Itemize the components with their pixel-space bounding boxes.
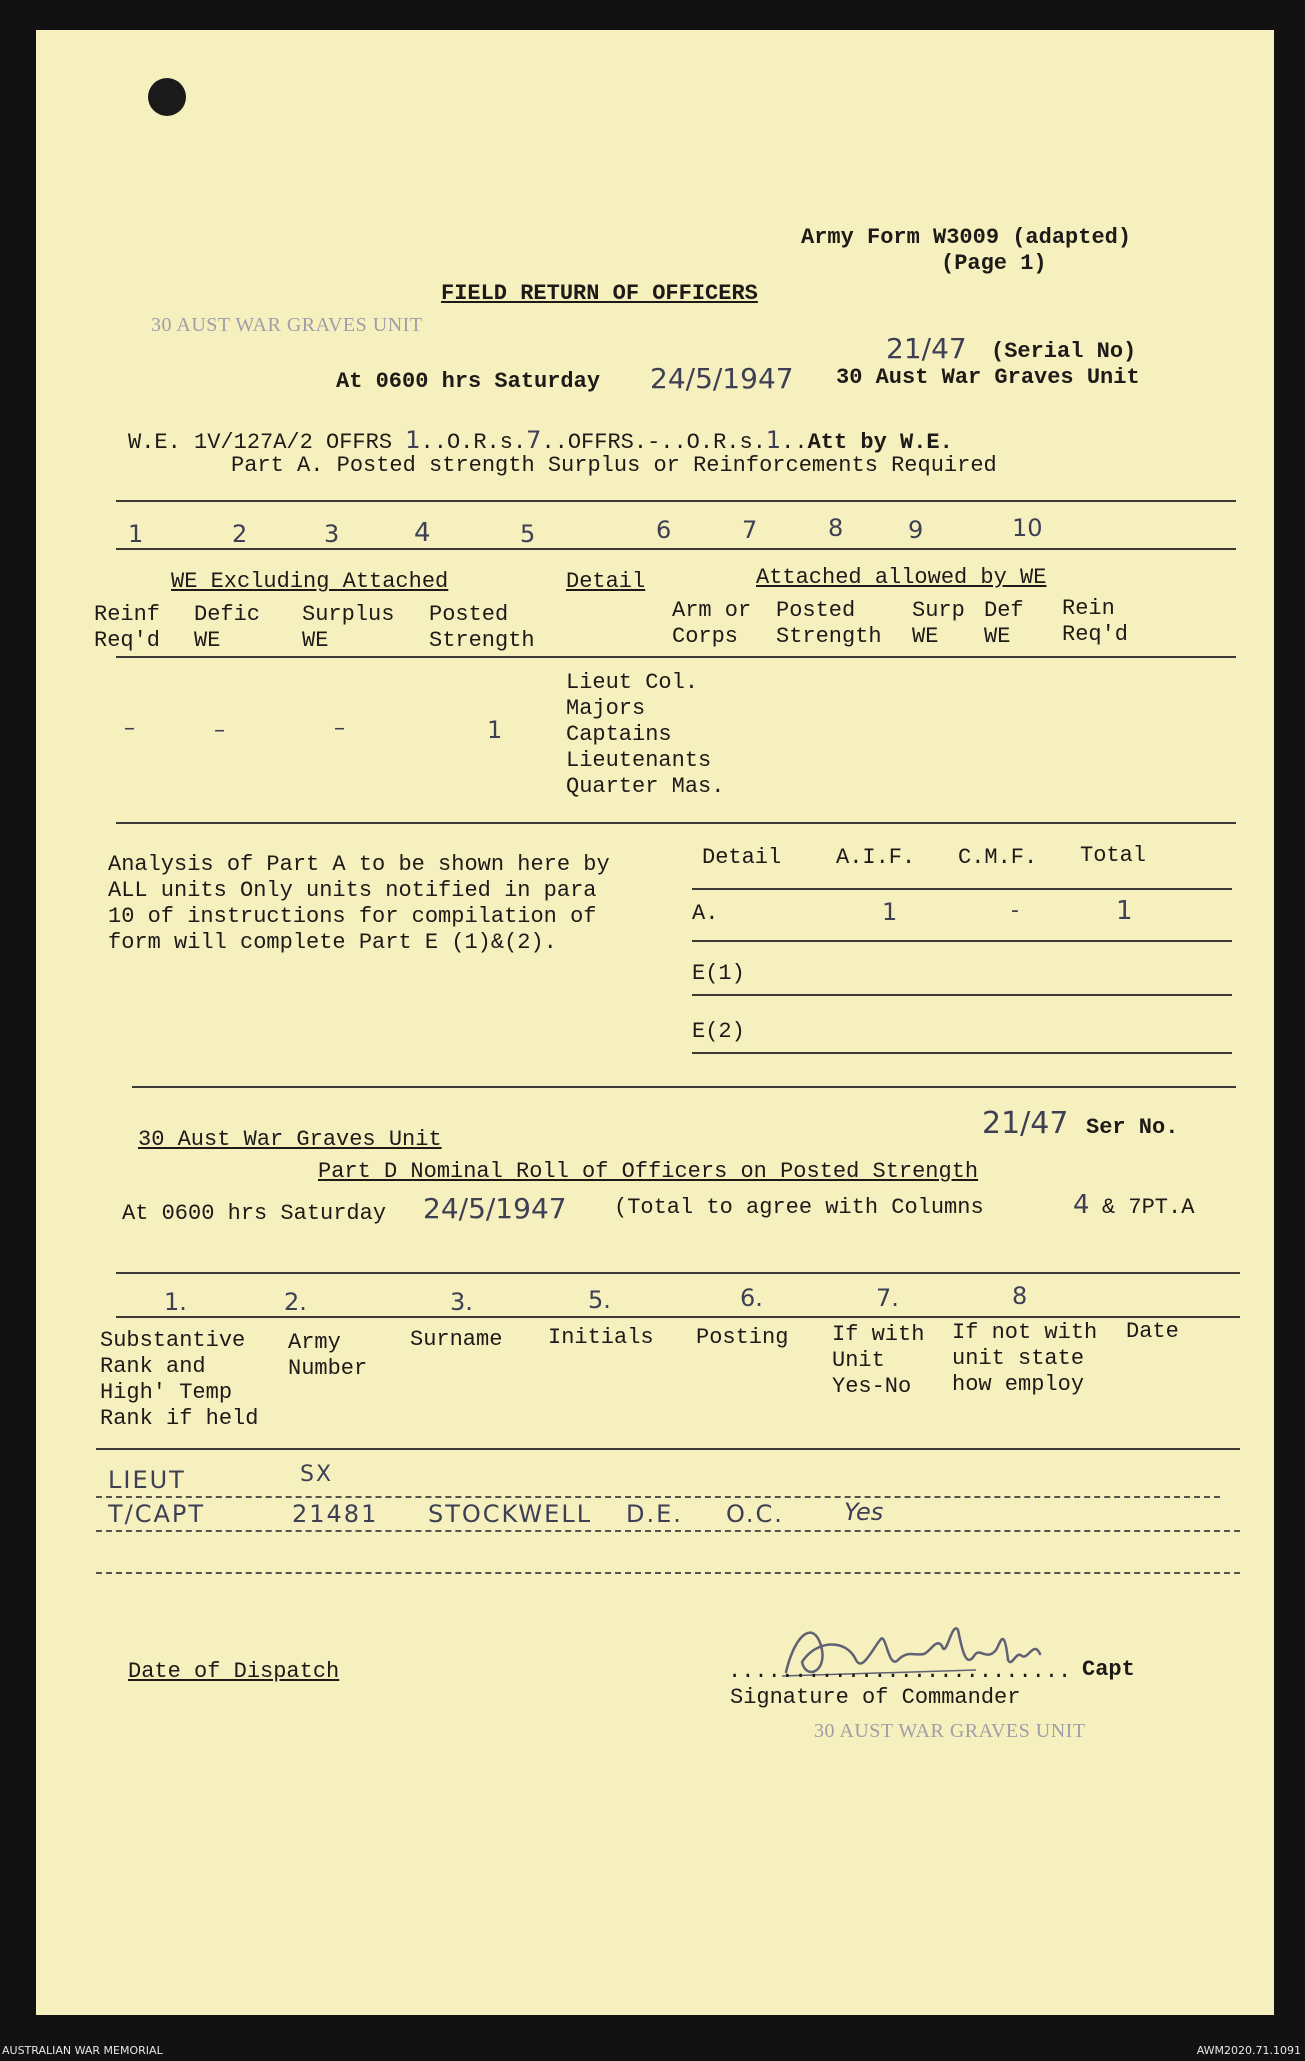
entry-with-unit: Yes: [844, 1498, 884, 1526]
part-a-mark-2: –: [214, 718, 225, 743]
pd-col-3: 3.: [450, 1288, 473, 1316]
serial-label: (Serial No): [991, 339, 1137, 364]
pd-col-7: 7.: [876, 1284, 899, 1312]
divider: [116, 500, 1236, 502]
we-ors2-label: O.R.s: [686, 430, 753, 455]
divider: [692, 994, 1232, 996]
pd-col-6: 6.: [740, 1284, 763, 1312]
pd-header-with-unit: If with Unit Yes-No: [832, 1322, 925, 1399]
pd-col-8: 8: [1012, 1282, 1028, 1310]
analysis-header-cmf: C.M.F.: [958, 845, 1038, 870]
analysis-row-e1: E(1): [692, 961, 745, 986]
header-surp: Surp WE: [912, 598, 965, 649]
entry-line: [96, 1496, 1220, 1498]
analysis-row-e2: E(2): [692, 1019, 745, 1044]
unit-stamp: 30 AUST WAR GRAVES UNIT: [151, 314, 423, 336]
we-offrs2-label: OFFRS: [567, 430, 634, 455]
rank-lieutenants: Lieutenants: [566, 748, 712, 773]
divider: [116, 656, 1236, 658]
pd-header-date: Date: [1126, 1319, 1179, 1344]
divider: [132, 1086, 1236, 1088]
group-we-excluding: WE Excluding Attached: [171, 569, 449, 594]
col-num-8: 8: [828, 514, 844, 542]
analysis-row-a: A.: [692, 901, 719, 926]
analysis-instructions: Analysis of Part A to be shown here by ALL units Only units notified in para 10 of instructions for compilation of form will complete Part E (1)&(2).: [108, 852, 610, 955]
form-paper: [36, 30, 1274, 2015]
divider: [692, 888, 1232, 890]
analysis-a-total: 1: [1116, 896, 1133, 926]
divider: [116, 822, 1236, 824]
header-def: Def WE: [984, 598, 1024, 649]
col-num-6: 6: [656, 516, 672, 544]
col-num-10: 10: [1012, 514, 1043, 542]
page-reference: (Page 1): [941, 251, 1047, 276]
part-a-mark-1: –: [124, 716, 135, 741]
analysis-header-detail: Detail: [702, 845, 782, 870]
signature-label: Signature of Commander: [730, 1685, 1021, 1710]
pd-header-substantive: Substantive Rank and High' Temp Rank if held: [100, 1328, 259, 1431]
part-d-agree: (Total to agree with Columns: [614, 1195, 984, 1220]
pd-col-1: 1.: [164, 1288, 187, 1316]
at-time-line: At 0600 hrs Saturday: [336, 369, 601, 394]
date-of-dispatch: Date of Dispatch: [128, 1659, 340, 1684]
pd-header-initials: Initials: [548, 1325, 654, 1350]
entry-line: [96, 1572, 1240, 1574]
part-a-mark-4: 1: [487, 716, 503, 744]
analysis-a-cmf: -: [1011, 898, 1019, 923]
we-ors-label: O.R.s: [446, 430, 513, 455]
header-arm: Arm or Corps: [672, 598, 752, 649]
analysis-header-total: Total: [1080, 843, 1147, 868]
form-reference: Army Form W3009 (adapted): [801, 225, 1132, 250]
header-reinf: Reinf Req'd: [94, 602, 161, 653]
rank-quarter-mas: Quarter Mas.: [566, 774, 725, 799]
footer-left: AUSTRALIAN WAR MEMORIAL: [2, 2044, 163, 2057]
pd-header-posting: Posting: [696, 1325, 789, 1350]
entry-rank-1: LIEUT: [108, 1466, 186, 1494]
part-a-title: Part A. Posted strength Surplus or Reinforcements Required: [231, 453, 997, 478]
entry-army-number: 21481: [292, 1500, 379, 1528]
group-detail: Detail: [566, 569, 646, 594]
divider: [116, 548, 1236, 550]
rank-majors: Majors: [566, 696, 646, 721]
signature-stamp: 30 AUST WAR GRAVES UNIT: [814, 1720, 1086, 1742]
pd-header-surname: Surname: [410, 1327, 503, 1352]
we-offrs2: -: [647, 430, 661, 455]
analysis-a-aif: 1: [882, 898, 898, 926]
divider: [692, 940, 1232, 942]
part-d-ser-label: Ser No.: [1086, 1115, 1179, 1140]
divider: [116, 1272, 1240, 1274]
col-num-7: 7: [742, 516, 758, 544]
col-num-5: 5: [520, 520, 536, 548]
punch-hole: [148, 78, 186, 116]
entry-army-prefix: SX: [300, 1462, 334, 1487]
col-num-9: 9: [908, 516, 924, 544]
pd-col-2: 2.: [284, 1288, 307, 1316]
rank-lieut-col: Lieut Col.: [566, 670, 699, 695]
rank-list: [566, 670, 724, 800]
return-date: 24/5/1947: [650, 362, 794, 395]
part-d-ser-no: 21/47: [982, 1106, 1069, 1141]
col-num-2: 2: [232, 520, 248, 548]
we-prefix: W.E. 1V/127A/2 OFFRS: [128, 430, 393, 455]
analysis-header-aif: A.I.F.: [836, 845, 916, 870]
part-d-title: Part D Nominal Roll of Officers on Posted Strength: [318, 1159, 979, 1184]
divider: [116, 1316, 1240, 1318]
part-d-agree-suffix: & 7PT.A: [1102, 1195, 1195, 1220]
col-num-1: 1: [128, 520, 144, 548]
rank-captains: Captains: [566, 722, 672, 747]
entry-surname: STOCKWELL: [428, 1500, 593, 1528]
entry-initials: D.E.: [626, 1500, 683, 1528]
we-line: W.E. 1V/127A/2 OFFRS 1..O.R.s.7..OFFRS.-..O.R.s.1..Att by W.E.: [128, 426, 953, 455]
serial-number: 21/47: [886, 332, 967, 365]
header-defic: Defic WE: [194, 602, 261, 653]
divider: [692, 1052, 1232, 1054]
signature-line: ..........................: [728, 1659, 1072, 1684]
pd-header-not-with: If not with unit state how employ: [952, 1320, 1098, 1397]
part-d-unit: 30 Aust War Graves Unit: [138, 1127, 442, 1152]
part-d-at-line: At 0600 hrs Saturday: [122, 1201, 387, 1226]
pd-col-5: 5.: [588, 1286, 611, 1314]
divider: [96, 1448, 1240, 1450]
signature-rank: Capt: [1082, 1657, 1135, 1682]
col-num-3: 3: [324, 520, 340, 548]
entry-posting: O.C.: [726, 1500, 784, 1528]
form-title: FIELD RETURN OF OFFICERS: [441, 281, 758, 306]
entry-rank-2: T/CAPT: [108, 1500, 206, 1528]
part-a-mark-3: –: [334, 716, 345, 741]
header-posted: Posted Strength: [429, 602, 535, 653]
we-suffix: Att by W.E.: [807, 430, 953, 455]
part-d-cols: 4: [1073, 1190, 1090, 1220]
entry-line: [96, 1530, 1240, 1532]
we-offrs: 1: [405, 426, 421, 454]
we-ors: 7: [526, 426, 542, 454]
part-d-date: 24/5/1947: [423, 1192, 567, 1225]
header-rein: Rein Req'd: [1062, 596, 1129, 647]
col-num-4: 4: [414, 518, 431, 548]
header-att-posted: Posted Strength: [776, 598, 882, 649]
footer-right: AWM2020.71.1091: [1196, 2044, 1301, 2057]
header-surplus: Surplus WE: [302, 602, 395, 653]
unit-name: 30 Aust War Graves Unit: [836, 365, 1140, 390]
pd-header-army: Army Number: [288, 1330, 368, 1381]
group-attached: Attached allowed by WE: [756, 565, 1047, 590]
we-ors2: 1: [765, 426, 782, 454]
